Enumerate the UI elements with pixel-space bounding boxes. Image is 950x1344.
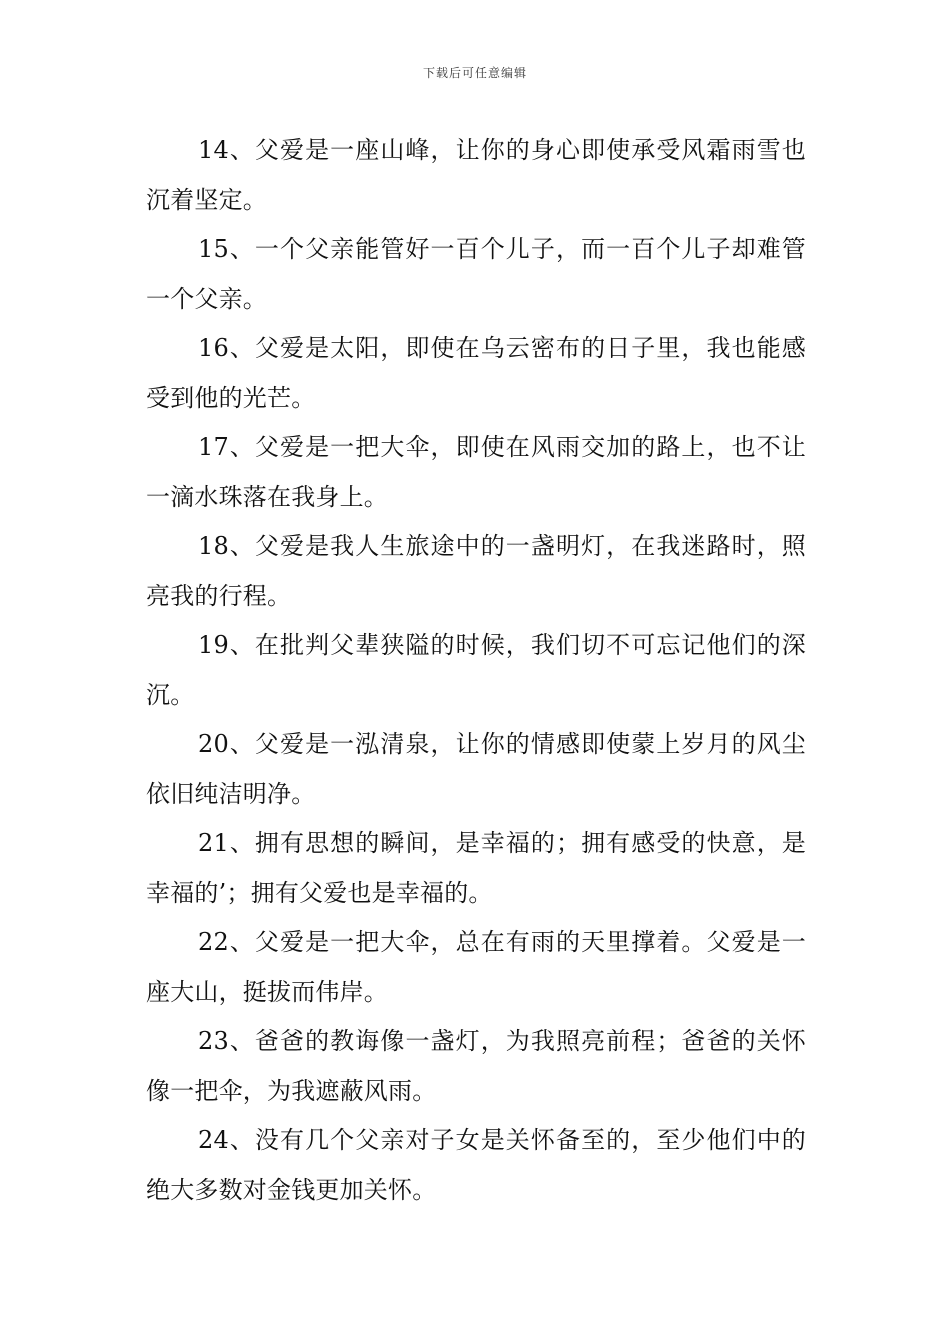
paragraph-16: 16、父爱是太阳，即使在乌云密布的日子里，我也能感受到他的光芒。 [146, 334, 806, 412]
paragraph-24: 24、没有几个父亲对子女是关怀备至的，至少他们中的绝大多数对金钱更加关怀。 [146, 1126, 806, 1204]
paragraph-21: 21、拥有思想的瞬间，是幸福的；拥有感受的快意，是幸福的’；拥有父爱也是幸福的。 [146, 829, 806, 907]
paragraph-23: 23、爸爸的教诲像一盏灯，为我照亮前程；爸爸的关怀像一把伞，为我遮蔽风雨。 [146, 1027, 806, 1105]
paragraph-17: 17、父爱是一把大伞，即使在风雨交加的路上，也不让一滴水珠落在我身上。 [146, 433, 806, 511]
paragraph-20: 20、父爱是一泓清泉，让你的情感即使蒙上岁月的风尘依旧纯洁明净。 [146, 730, 806, 808]
paragraph-18: 18、父爱是我人生旅途中的一盏明灯，在我迷路时，照亮我的行程。 [146, 532, 806, 610]
paragraph-22: 22、父爱是一把大伞，总在有雨的天里撑着。父爱是一座大山，挺拔而伟岸。 [146, 928, 806, 1006]
paragraph-19: 19、在批判父辈狭隘的时候，我们切不可忘记他们的深沉。 [146, 631, 806, 709]
document-body [146, 126, 806, 1215]
paragraph-14: 14、父爱是一座山峰，让你的身心即使承受风霜雨雪也沉着坚定。 [146, 136, 806, 214]
paragraph-15: 15、一个父亲能管好一百个儿子，而一百个儿子却难管一个父亲。 [146, 235, 806, 313]
page-header: 下载后可任意编辑 [422, 66, 527, 80]
